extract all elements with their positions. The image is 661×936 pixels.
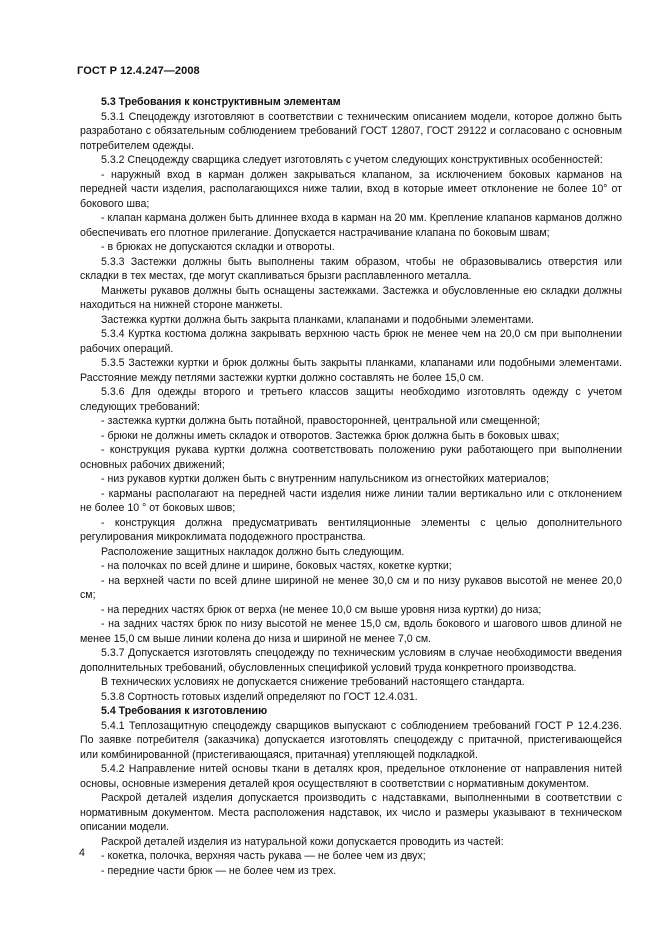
paragraph: 5.4.1 Теплозащитную спецодежду сварщиков выпускают с соблюдением требований ГОСТ Р 12.4.236. По заявке потребителя (заказчика) допускается изготовлять спецодежду с притачной, пристегивающейся или комбинированной (пристегивающаяся, притачная) утепляющей подкладкой. (80, 719, 622, 761)
paragraph: Раскрой деталей изделия допускается производить с надставками, выполненными в соответствии с нормативным документом. Места расположения надставок, их число и размеры указывают в техническом описании модели. (80, 792, 622, 833)
paragraph: - на полочках по всей длине и ширине, боковых частях, кокетке куртки; (101, 560, 452, 572)
section-heading: 5.3 Требования к конструктивным элементам (101, 96, 341, 108)
paragraph: - на передних частях брюк от верха (не менее 10,0 см выше уровня низа куртки) до низа; (101, 603, 542, 616)
paragraph: 5.3.2 Спецодежду сварщика следует изготовлять с учетом следующих конструктивных особенностей: (101, 154, 603, 166)
page-number: 4 (79, 847, 85, 859)
paragraph: В технических условиях не допускается снижение требований настоящего стандарта. (101, 676, 525, 688)
paragraph: Раскрой деталей изделия из натуральной кожи допускается проводить из частей: (101, 835, 504, 848)
paragraph: - брюки не должны иметь складок и отворотов. Застежка брюк должна быть в боковых швах; (101, 429, 560, 442)
paragraph: 5.3.8 Сортность готовых изделий определяют по ГОСТ 12.4.031. (101, 690, 418, 703)
paragraph: 5.4.2 Направление нитей основы ткани в деталях кроя, предельное отклонение от направления нитей основы, основные измерения деталей кроя осуществляют в соответствии с нормативным документом. (80, 763, 622, 790)
paragraph: - на верхней части по всей длине шириной не менее 30,0 см и по низу рукавов высотой не менее 20,0 см; (80, 574, 622, 601)
paragraph: 5.3.3 Застежки должны быть выполнены таким образом, чтобы не образовывались отверстия или складки в тех местах, где могут скапливаться брызги расплавленного металла. (80, 255, 622, 282)
paragraph: - передние части брюк — не более чем из трех. (101, 864, 337, 877)
paragraph: - на задних частях брюк по низу высотой не менее 15,0 см, вдоль бокового и шагового швов длиной не менее 15,0 см выше линии колена до низа и шириной не менее 7,0 см. (80, 618, 622, 645)
paragraph: - кокетка, полочка, верхняя часть рукава — не более чем из двух; (101, 850, 426, 862)
paragraph: 5.3.6 Для одежды второго и третьего классов защиты необходимо изготовлять одежду с учетом следующих требований: (80, 386, 622, 413)
section-heading: 5.4 Требования к изготовлению (101, 705, 268, 717)
paragraph: - застежка куртки должна быть потайной, правосторонней, центральной или смещенной; (101, 415, 541, 427)
paragraph: 5.3.7 Допускается изготовлять спецодежду по техническим условиям в случае необходимости введения дополнительных требований, обусловленных спецификой условий труда конкретного производства. (80, 647, 622, 674)
paragraph: 5.3.1 Спецодежду изготовляют в соответствии с техническим описанием модели, которое должно быть разработано с обязательным соблюдением требований ГОСТ 12807, ГОСТ 29122 и согласовано с основным потребителем одежды. (80, 110, 622, 152)
paragraph: 5.3.4 Куртка костюма должна закрывать верхнюю часть брюк не менее чем на 20,0 см при выполнении рабочих операций. (80, 328, 622, 355)
paragraph: - в брюках не допускаются складки и отвороты. (101, 241, 335, 253)
paragraph: - конструкция должна предусматривать вентиляционные элементы с целью дополнительного регулирования микроклимата пододежного пространства. (80, 516, 622, 543)
document-body (80, 95, 622, 878)
paragraph: - карманы располагают на передней части изделия ниже линии талии вертикально или с отклонением не более 10 ° от боковых швов; (80, 487, 622, 514)
paragraph: Расположение защитных накладок должно быть следующим. (101, 545, 405, 558)
paragraph: - низ рукавов куртки должен быть с внутренним напульсником из огнестойких материалов; (101, 473, 550, 485)
document-header: ГОСТ Р 12.4.247—2008 (77, 65, 200, 77)
paragraph: Застежка куртки должна быть закрыта планками, клапанами и подобными элементами. (101, 313, 534, 326)
paragraph: 5.3.5 Застежки куртки и брюк должны быть закрыты планками, клапанами или подобными элементами. Расстояние между петлями застежки куртки должно составлять не более 15,0 см. (80, 357, 622, 384)
paragraph: - клапан кармана должен быть длиннее входа в карман на 20 мм. Крепление клапанов карманов должно обеспечивать его плотное прилегание. Допускается настрачивание клапана по боковым швам; (80, 212, 622, 239)
paragraph: - наружный вход в карман должен закрываться клапаном, за исключением боковых карманов на передней части изделия, располагающихся ниже талии, вход в которые имеет отклонение не более 10° от бокового шва; (80, 168, 622, 210)
paragraph: Манжеты рукавов должны быть оснащены застежками. Застежка и обусловленные ею складки должны находиться на нижней стороне манжеты. (80, 284, 622, 311)
paragraph: - конструкция рукава куртки должна соответствовать положению руки работающего при выполнении основных рабочих движений; (80, 444, 622, 471)
